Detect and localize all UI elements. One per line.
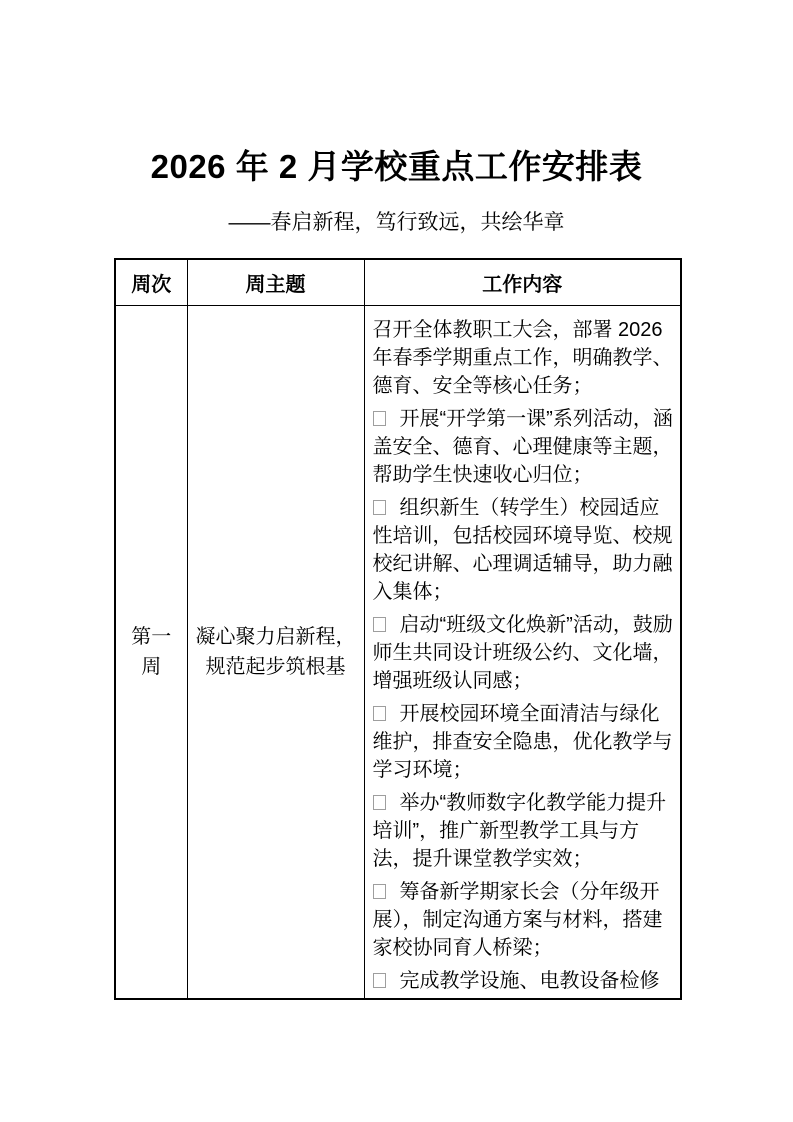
header-theme: 周主题 [187, 259, 364, 306]
missing-glyph-bullet-icon [373, 973, 386, 988]
work-item-text: 筹备新学期家长会（分年级开展），制定沟通方案与材料，搭建家校协同育人桥梁； [372, 881, 663, 959]
work-item-text: 开展校园环境全面清洁与绿化维护，排查安全隐患，优化教学与学习环境； [372, 703, 673, 781]
work-item [373, 878, 676, 962]
header-content: 工作内容 [364, 259, 681, 306]
work-item-text: 召开全体教职工大会，部署 2026 年春季学期重点工作，明确教学、德育、安全等核心任务； [372, 319, 673, 397]
missing-glyph-bullet-icon [373, 795, 386, 810]
work-item [373, 316, 676, 400]
missing-glyph-bullet-icon [373, 500, 386, 515]
work-item-text: 完成教学设施、电教设备检修 [399, 970, 660, 992]
work-item [373, 611, 676, 695]
page-title: 2026 年 2 月学校重点工作安排表 [150, 148, 643, 186]
work-item-text: 启动“班级文化焕新”活动，鼓励师生共同设计班级公约、文化墙，增强班级认同感； [372, 614, 673, 692]
header-week: 周次 [115, 259, 187, 306]
missing-glyph-bullet-icon [373, 411, 386, 426]
work-item [373, 494, 676, 606]
work-item [373, 405, 676, 489]
table-row-week1 [115, 306, 681, 1000]
week-cell: 第一周 [115, 306, 187, 1000]
content-text-block [365, 306, 681, 998]
work-item-text: 开展“开学第一课”系列活动，涵盖安全、德育、心理健康等主题，帮助学生快速收心归位； [372, 408, 673, 486]
theme-cell: 凝心聚力启新程，规范起步筑根基 [187, 306, 364, 1000]
page-subtitle: ——春启新程，笃行致远，共绘华章 [228, 211, 565, 234]
work-item-text: 举办“教师数字化教学能力提升培训”，推广新型教学工具与方法，提升课堂教学实效； [372, 792, 667, 870]
work-item [373, 967, 676, 995]
missing-glyph-bullet-icon [373, 706, 386, 721]
missing-glyph-bullet-icon [373, 884, 386, 899]
work-item [373, 789, 676, 873]
schedule-table [114, 258, 682, 1000]
missing-glyph-bullet-icon [373, 617, 386, 632]
work-item-text: 组织新生（转学生）校园适应性培训，包括校园环境导览、校规校纪讲解、心理调适辅导，助力融入集体； [372, 497, 673, 603]
table-header-row [115, 259, 681, 306]
work-item [373, 700, 676, 784]
content-cell [364, 306, 681, 1000]
